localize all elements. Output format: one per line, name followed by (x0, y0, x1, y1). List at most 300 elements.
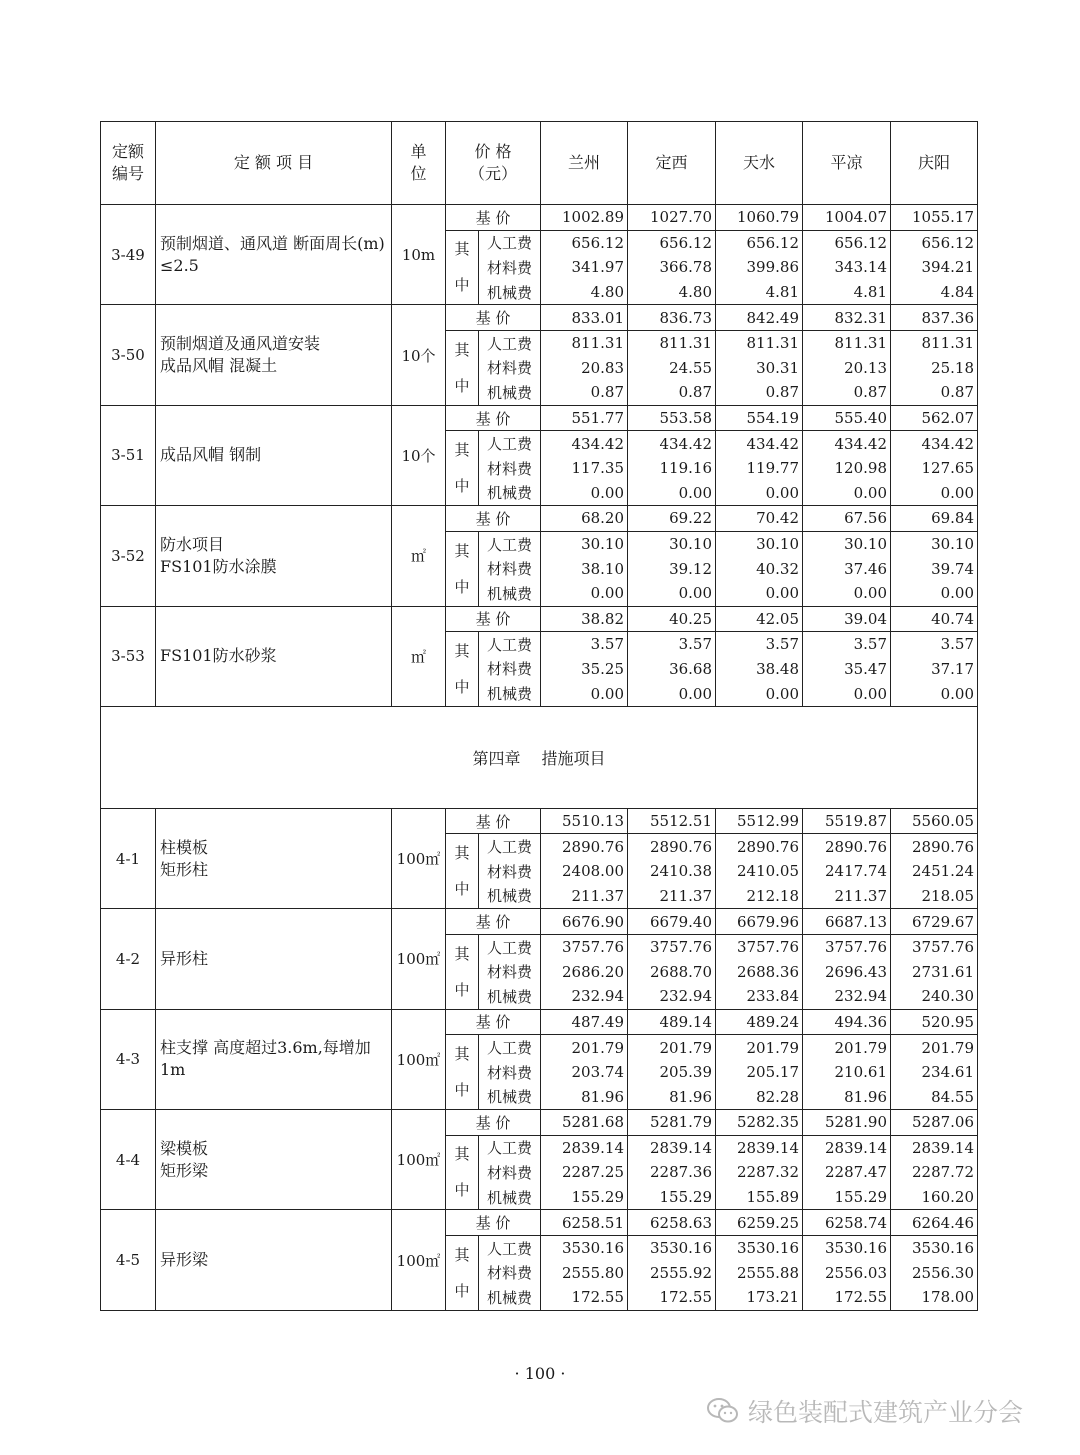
base-value: 551.77 (541, 405, 628, 431)
material-value: 30.31 (716, 356, 803, 381)
labor-label: 人工费 (479, 834, 541, 859)
base-value: 38.82 (541, 606, 628, 632)
qizhong-label (446, 632, 479, 707)
base-price-label: 基 价 (446, 808, 541, 834)
machine-label: 机械费 (479, 481, 541, 506)
base-value: 39.04 (803, 606, 891, 632)
material-label: 材料费 (479, 959, 541, 984)
zhong-char: 中 (454, 276, 470, 295)
quota-item: FS101防水砂浆 (156, 606, 392, 706)
base-value: 6258.63 (628, 1210, 716, 1236)
base-value: 40.25 (628, 606, 716, 632)
material-value: 399.86 (716, 255, 803, 280)
base-value: 5560.05 (891, 808, 978, 834)
zhong-char: 中 (454, 980, 470, 999)
machine-value: 155.89 (716, 1185, 803, 1210)
labor-value: 2839.14 (891, 1135, 978, 1160)
base-value: 6676.90 (541, 909, 628, 935)
material-value: 343.14 (803, 255, 891, 280)
base-value: 6679.40 (628, 909, 716, 935)
labor-value: 656.12 (891, 230, 978, 255)
qi-char: 其 (454, 1145, 470, 1164)
material-value: 38.10 (541, 556, 628, 581)
machine-value: 0.00 (891, 681, 978, 706)
quota-code: 3-52 (101, 506, 156, 606)
base-value: 1060.79 (716, 205, 803, 231)
qizhong-label (446, 1135, 479, 1210)
material-value: 205.39 (628, 1060, 716, 1085)
machine-value: 4.84 (891, 280, 978, 305)
machine-value: 0.87 (541, 380, 628, 405)
labor-value: 3757.76 (628, 934, 716, 959)
machine-value: 212.18 (716, 884, 803, 909)
quota-item: 预制烟道、通风道 断面周长(m) ≤2.5 (156, 205, 392, 305)
labor-value: 3757.76 (716, 934, 803, 959)
qizhong-label (446, 1235, 479, 1310)
labor-value: 201.79 (891, 1035, 978, 1060)
machine-value: 172.55 (803, 1285, 891, 1310)
quota-table (100, 121, 978, 1311)
material-value: 2287.25 (541, 1160, 628, 1185)
base-value: 837.36 (891, 305, 978, 331)
base-price-label: 基 价 (446, 1210, 541, 1236)
machine-value: 0.00 (628, 681, 716, 706)
material-value: 203.74 (541, 1060, 628, 1085)
base-price-label: 基 价 (446, 1009, 541, 1035)
table-row (101, 808, 978, 834)
machine-value: 81.96 (541, 1084, 628, 1109)
machine-value: 84.55 (891, 1084, 978, 1109)
material-value: 2410.05 (716, 859, 803, 884)
quota-code: 4-1 (101, 808, 156, 908)
quota-code: 4-2 (101, 909, 156, 1009)
material-value: 127.65 (891, 456, 978, 481)
table-row (101, 1009, 978, 1035)
table-row (101, 205, 978, 231)
machine-value: 160.20 (891, 1185, 978, 1210)
qi-char: 其 (454, 441, 470, 460)
labor-value: 201.79 (541, 1035, 628, 1060)
machine-value: 155.29 (541, 1185, 628, 1210)
labor-value: 434.42 (628, 431, 716, 456)
labor-label: 人工费 (479, 1235, 541, 1260)
machine-value: 155.29 (628, 1185, 716, 1210)
base-value: 1055.17 (891, 205, 978, 231)
material-value: 39.74 (891, 556, 978, 581)
qizhong-label (446, 330, 479, 405)
machine-value: 232.94 (628, 984, 716, 1009)
table-row (101, 405, 978, 431)
quota-code: 3-53 (101, 606, 156, 706)
material-label: 材料费 (479, 356, 541, 381)
material-value: 205.17 (716, 1060, 803, 1085)
zhong-char: 中 (454, 477, 470, 496)
header-price: 价 格 （元） (446, 122, 541, 205)
qizhong-label (446, 834, 479, 909)
labor-value: 811.31 (803, 330, 891, 355)
quota-code: 4-5 (101, 1210, 156, 1310)
table-row (101, 1110, 978, 1136)
material-value: 2688.36 (716, 959, 803, 984)
quota-unit: 100㎡ (392, 1009, 446, 1109)
zhong-char: 中 (454, 880, 470, 899)
machine-value: 0.00 (891, 581, 978, 606)
machine-value: 0.00 (716, 481, 803, 506)
machine-value: 178.00 (891, 1285, 978, 1310)
base-value: 6729.67 (891, 909, 978, 935)
machine-value: 0.00 (541, 481, 628, 506)
page-number: · 100 · (514, 1364, 566, 1383)
material-value: 20.83 (541, 356, 628, 381)
zhong-char: 中 (454, 376, 470, 395)
machine-label: 机械费 (479, 581, 541, 606)
wechat-icon (706, 1396, 740, 1426)
machine-value: 81.96 (628, 1084, 716, 1109)
quota-code: 3-50 (101, 305, 156, 405)
machine-value: 4.81 (716, 280, 803, 305)
watermark-text: 绿色装配式建筑产业分会 (748, 1398, 1024, 1427)
machine-value: 240.30 (891, 984, 978, 1009)
base-value: 6259.25 (716, 1210, 803, 1236)
qizhong-label (446, 934, 479, 1009)
quota-unit: 10个 (392, 405, 446, 505)
material-label: 材料费 (479, 255, 541, 280)
machine-value: 0.00 (803, 681, 891, 706)
machine-value: 82.28 (716, 1084, 803, 1109)
quota-unit: ㎡ (392, 606, 446, 706)
labor-value: 30.10 (891, 531, 978, 556)
material-label: 材料费 (479, 1060, 541, 1085)
qi-char: 其 (454, 641, 470, 660)
machine-value: 0.00 (803, 481, 891, 506)
material-value: 2688.70 (628, 959, 716, 984)
base-price-label: 基 价 (446, 205, 541, 231)
base-value: 5512.99 (716, 808, 803, 834)
base-value: 5510.13 (541, 808, 628, 834)
machine-label: 机械费 (479, 1185, 541, 1210)
quota-unit: 10m (392, 205, 446, 305)
base-price-label: 基 价 (446, 1110, 541, 1136)
labor-label: 人工费 (479, 431, 541, 456)
header-unit: 单 位 (392, 122, 446, 205)
base-value: 5281.68 (541, 1110, 628, 1136)
material-value: 2731.61 (891, 959, 978, 984)
labor-value: 3.57 (803, 632, 891, 657)
material-value: 2555.80 (541, 1261, 628, 1286)
material-value: 37.46 (803, 556, 891, 581)
machine-value: 0.00 (716, 581, 803, 606)
zhong-char: 中 (454, 1081, 470, 1100)
base-value: 489.14 (628, 1009, 716, 1035)
base-price-label: 基 价 (446, 305, 541, 331)
quota-unit: 10个 (392, 305, 446, 405)
machine-label: 机械费 (479, 280, 541, 305)
material-value: 25.18 (891, 356, 978, 381)
qizhong-label (446, 1035, 479, 1110)
material-value: 36.68 (628, 657, 716, 682)
material-value: 38.48 (716, 657, 803, 682)
base-value: 40.74 (891, 606, 978, 632)
machine-value: 0.87 (891, 380, 978, 405)
header-code: 定额 编号 (101, 122, 156, 205)
material-value: 117.35 (541, 456, 628, 481)
table-row (101, 305, 978, 331)
machine-value: 232.94 (803, 984, 891, 1009)
labor-value: 3.57 (628, 632, 716, 657)
material-label: 材料费 (479, 859, 541, 884)
base-value: 5281.90 (803, 1110, 891, 1136)
qi-char: 其 (454, 1045, 470, 1064)
machine-value: 0.00 (716, 681, 803, 706)
machine-value: 0.00 (628, 581, 716, 606)
base-value: 6258.51 (541, 1210, 628, 1236)
labor-value: 3530.16 (541, 1235, 628, 1260)
machine-value: 4.80 (628, 280, 716, 305)
base-value: 832.31 (803, 305, 891, 331)
labor-value: 2890.76 (891, 834, 978, 859)
zhong-char: 中 (454, 1181, 470, 1200)
labor-value: 434.42 (716, 431, 803, 456)
material-value: 2287.32 (716, 1160, 803, 1185)
labor-value: 30.10 (716, 531, 803, 556)
base-value: 520.95 (891, 1009, 978, 1035)
labor-value: 201.79 (628, 1035, 716, 1060)
qi-char: 其 (454, 240, 470, 259)
material-value: 210.61 (803, 1060, 891, 1085)
material-value: 24.55 (628, 356, 716, 381)
zhong-char: 中 (454, 1281, 470, 1300)
base-value: 5287.06 (891, 1110, 978, 1136)
quota-unit: 100㎡ (392, 1110, 446, 1210)
machine-label: 机械费 (479, 884, 541, 909)
base-value: 836.73 (628, 305, 716, 331)
material-value: 2696.43 (803, 959, 891, 984)
base-value: 494.36 (803, 1009, 891, 1035)
material-value: 341.97 (541, 255, 628, 280)
table-header-row (101, 122, 978, 205)
labor-value: 656.12 (716, 230, 803, 255)
labor-value: 30.10 (628, 531, 716, 556)
labor-value: 2890.76 (541, 834, 628, 859)
material-value: 2287.36 (628, 1160, 716, 1185)
machine-label: 机械费 (479, 681, 541, 706)
labor-value: 434.42 (891, 431, 978, 456)
quota-item: 防水项目 FS101防水涂膜 (156, 506, 392, 606)
material-value: 234.61 (891, 1060, 978, 1085)
labor-label: 人工费 (479, 531, 541, 556)
base-value: 842.49 (716, 305, 803, 331)
header-city: 天水 (716, 122, 803, 205)
machine-value: 0.87 (628, 380, 716, 405)
labor-value: 3757.76 (541, 934, 628, 959)
chapter-title: 第四章 措施项目 (101, 706, 978, 808)
material-value: 2287.72 (891, 1160, 978, 1185)
chapter-row (101, 706, 978, 808)
qi-char: 其 (454, 1245, 470, 1264)
material-value: 2417.74 (803, 859, 891, 884)
machine-value: 211.37 (803, 884, 891, 909)
base-value: 487.49 (541, 1009, 628, 1035)
machine-value: 232.94 (541, 984, 628, 1009)
labor-label: 人工费 (479, 1035, 541, 1060)
machine-value: 211.37 (541, 884, 628, 909)
machine-value: 0.00 (541, 681, 628, 706)
material-value: 2686.20 (541, 959, 628, 984)
labor-value: 2839.14 (803, 1135, 891, 1160)
base-value: 5519.87 (803, 808, 891, 834)
labor-value: 2890.76 (628, 834, 716, 859)
labor-value: 2839.14 (628, 1135, 716, 1160)
base-value: 6679.96 (716, 909, 803, 935)
base-value: 5282.35 (716, 1110, 803, 1136)
labor-label: 人工费 (479, 330, 541, 355)
base-price-label: 基 价 (446, 909, 541, 935)
material-value: 2556.03 (803, 1261, 891, 1286)
machine-value: 4.80 (541, 280, 628, 305)
base-value: 1004.07 (803, 205, 891, 231)
material-value: 40.32 (716, 556, 803, 581)
quota-code: 4-4 (101, 1110, 156, 1210)
machine-value: 172.55 (541, 1285, 628, 1310)
base-value: 1002.89 (541, 205, 628, 231)
machine-label: 机械费 (479, 380, 541, 405)
machine-value: 173.21 (716, 1285, 803, 1310)
labor-value: 434.42 (541, 431, 628, 456)
qi-char: 其 (454, 844, 470, 863)
labor-label: 人工费 (479, 632, 541, 657)
machine-value: 4.81 (803, 280, 891, 305)
material-label: 材料费 (479, 556, 541, 581)
quota-item: 异形柱 (156, 909, 392, 1009)
qizhong-label (446, 431, 479, 506)
machine-label: 机械费 (479, 1084, 541, 1109)
quota-unit: 100㎡ (392, 808, 446, 908)
labor-value: 3530.16 (628, 1235, 716, 1260)
material-value: 120.98 (803, 456, 891, 481)
labor-value: 2890.76 (716, 834, 803, 859)
labor-value: 656.12 (628, 230, 716, 255)
labor-value: 201.79 (803, 1035, 891, 1060)
labor-value: 2839.14 (541, 1135, 628, 1160)
base-price-label: 基 价 (446, 606, 541, 632)
machine-value: 233.84 (716, 984, 803, 1009)
labor-value: 811.31 (541, 330, 628, 355)
qi-char: 其 (454, 340, 470, 359)
labor-value: 2839.14 (716, 1135, 803, 1160)
quota-unit: 100㎡ (392, 1210, 446, 1310)
machine-value: 155.29 (803, 1185, 891, 1210)
table-row (101, 1210, 978, 1236)
material-value: 39.12 (628, 556, 716, 581)
material-value: 394.21 (891, 255, 978, 280)
labor-value: 3530.16 (891, 1235, 978, 1260)
quota-code: 3-49 (101, 205, 156, 305)
base-value: 562.07 (891, 405, 978, 431)
material-label: 材料费 (479, 1261, 541, 1286)
quota-item: 梁模板 矩形梁 (156, 1110, 392, 1210)
base-value: 833.01 (541, 305, 628, 331)
base-value: 69.84 (891, 506, 978, 532)
quota-item: 成品风帽 钢制 (156, 405, 392, 505)
base-value: 42.05 (716, 606, 803, 632)
material-value: 20.13 (803, 356, 891, 381)
labor-value: 3757.76 (803, 934, 891, 959)
machine-value: 0.00 (803, 581, 891, 606)
watermark (706, 1393, 1023, 1429)
labor-value: 30.10 (541, 531, 628, 556)
quota-item: 预制烟道及通风道安装 成品风帽 混凝土 (156, 305, 392, 405)
machine-value: 0.00 (891, 481, 978, 506)
machine-value: 0.87 (716, 380, 803, 405)
labor-value: 656.12 (541, 230, 628, 255)
base-value: 6264.46 (891, 1210, 978, 1236)
quota-code: 3-51 (101, 405, 156, 505)
labor-value: 811.31 (716, 330, 803, 355)
quota-unit: 100㎡ (392, 909, 446, 1009)
labor-value: 201.79 (716, 1035, 803, 1060)
base-value: 555.40 (803, 405, 891, 431)
qizhong-label (446, 531, 479, 606)
base-value: 554.19 (716, 405, 803, 431)
material-value: 2408.00 (541, 859, 628, 884)
base-value: 1027.70 (628, 205, 716, 231)
labor-value: 3757.76 (891, 934, 978, 959)
machine-label: 机械费 (479, 984, 541, 1009)
labor-label: 人工费 (479, 934, 541, 959)
machine-value: 172.55 (628, 1285, 716, 1310)
labor-value: 434.42 (803, 431, 891, 456)
labor-value: 3.57 (716, 632, 803, 657)
quota-item: 异形梁 (156, 1210, 392, 1310)
labor-value: 3.57 (891, 632, 978, 657)
material-value: 37.17 (891, 657, 978, 682)
material-value: 2451.24 (891, 859, 978, 884)
base-value: 6687.13 (803, 909, 891, 935)
labor-value: 811.31 (891, 330, 978, 355)
material-value: 119.16 (628, 456, 716, 481)
material-value: 2556.30 (891, 1261, 978, 1286)
table-row (101, 606, 978, 632)
table-body (101, 205, 978, 1311)
quota-item: 柱模板 矩形柱 (156, 808, 392, 908)
zhong-char: 中 (454, 677, 470, 696)
header-city: 兰州 (541, 122, 628, 205)
labor-value: 3530.16 (716, 1235, 803, 1260)
base-value: 6258.74 (803, 1210, 891, 1236)
quota-item: 柱支撑 高度超过3.6m,每增加1m (156, 1009, 392, 1109)
material-label: 材料费 (479, 657, 541, 682)
machine-label: 机械费 (479, 1285, 541, 1310)
quota-code: 4-3 (101, 1009, 156, 1109)
header-city: 平凉 (803, 122, 891, 205)
material-value: 2287.47 (803, 1160, 891, 1185)
machine-value: 211.37 (628, 884, 716, 909)
quota-unit: ㎡ (392, 506, 446, 606)
material-value: 119.77 (716, 456, 803, 481)
base-value: 67.56 (803, 506, 891, 532)
material-value: 2555.92 (628, 1261, 716, 1286)
base-price-label: 基 价 (446, 506, 541, 532)
labor-value: 3530.16 (803, 1235, 891, 1260)
machine-value: 0.00 (541, 581, 628, 606)
machine-value: 218.05 (891, 884, 978, 909)
header-city: 定西 (628, 122, 716, 205)
labor-value: 30.10 (803, 531, 891, 556)
table-row (101, 909, 978, 935)
material-label: 材料费 (479, 1160, 541, 1185)
qi-char: 其 (454, 541, 470, 560)
labor-value: 811.31 (628, 330, 716, 355)
